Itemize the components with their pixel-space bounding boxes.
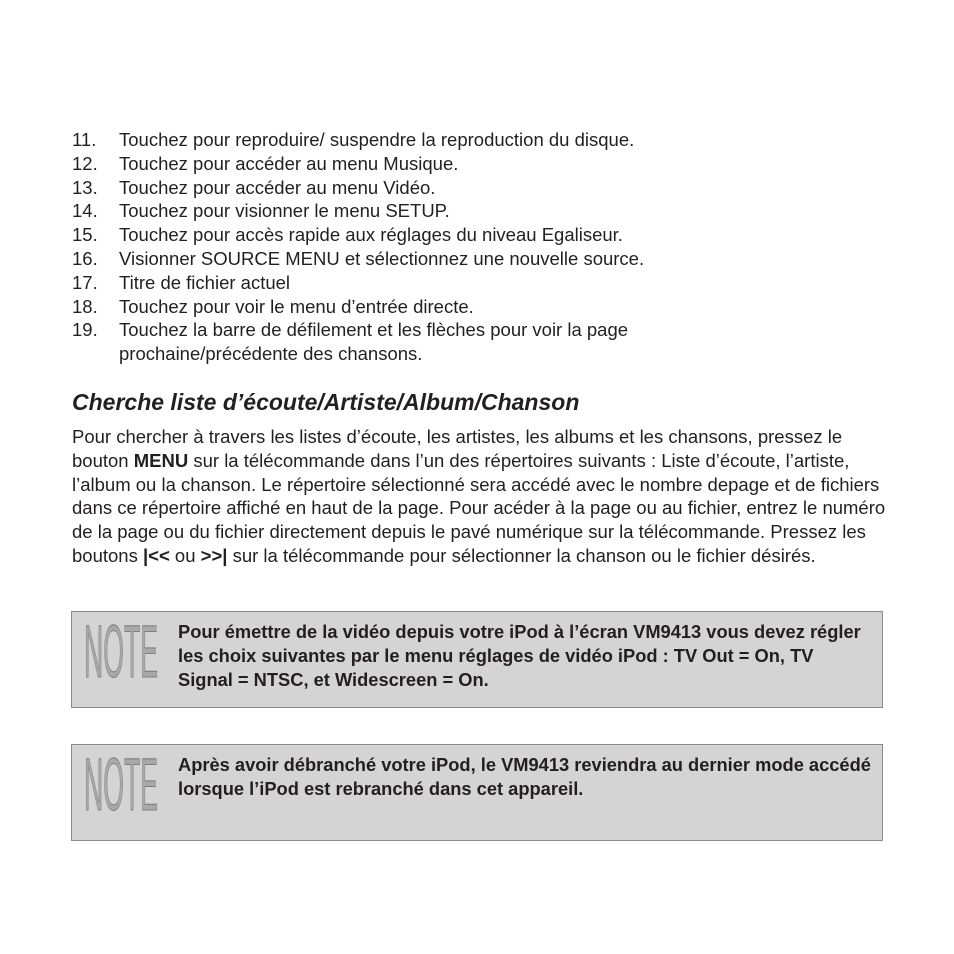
list-item [72,152,892,176]
item-number: 19. [72,319,98,341]
paragraph-text: ou [169,544,201,566]
list-item [72,223,892,247]
paragraph-text: sur la télécommande dans l’un des répertoires suivants : Liste d’écoute, l’artiste, l’album ou la chanson. Le répertoire sélectionné sera accédé avec le nombre depage et de fichiers dans ce répertoire affiché en haut de la page. Pour acéder à la page ou au fichier, entrez le numéro de la page ou du fichier directement depuis le pavé numérique sur la télécommande. Pressez les boutons [72,449,886,566]
item-number: 14. [72,200,98,222]
numbered-list [72,128,892,366]
item-number: 12. [72,152,98,174]
list-item [72,176,892,200]
previous-button-label: |<< [142,544,170,566]
note-logo-icon [84,755,158,831]
list-item [72,247,892,271]
list-item [72,128,892,152]
list-item [72,318,892,366]
note-box [71,611,883,708]
item-text: Touchez pour accéder au menu Musique. [119,152,459,174]
item-text: Touchez pour accès rapide aux réglages du niveau Egaliseur. [119,224,623,246]
note-text: Après avoir débranché votre iPod, le VM9413 reviendra au dernier mode accédé lorsque l’iPod est rebranché dans cet appareil. [178,754,871,799]
note-logo-icon [84,622,158,698]
paragraph-text: Pour chercher à travers les listes d’écoute, les artistes, les albums et les chansons, pressez le bouton [72,426,843,471]
item-text: Touchez pour accéder au menu Vidéo. [119,176,436,198]
item-number: 16. [72,247,98,269]
list-item [72,199,892,223]
list-item [72,271,892,295]
item-text: Touchez pour voir le menu d’entrée directe. [119,295,474,317]
item-number: 17. [72,271,98,293]
list-item [72,295,892,319]
section-paragraph [72,425,892,568]
item-text: Touchez pour visionner le menu SETUP. [119,200,450,222]
paragraph-text: sur la télécommande pour sélectionner la chanson ou le fichier désirés. [227,544,816,566]
item-number: 11. [72,129,97,150]
note-text: Pour émettre de la vidéo depuis votre iPod à l’écran VM9413 vous devez régler les choix suivantes par le menu réglages de vidéo iPod : TV Out = On, TV Signal = NTSC, et Widescreen = On. [178,621,861,690]
svg-text:NOTE: NOTE [84,755,158,826]
note-box [71,744,883,841]
item-number: 13. [72,176,98,198]
item-text: Titre de fichier actuel [119,271,291,293]
item-text: Visionner SOURCE MENU et sélectionnez une nouvelle source. [119,247,645,269]
item-number: 15. [72,224,98,246]
item-text: Touchez la barre de défilement et les flèches pour voir la page prochaine/précédente des chansons. [119,319,629,365]
item-text: Touchez pour reproduire/ suspendre la reproduction du disque. [119,129,635,150]
svg-text:NOTE: NOTE [84,622,158,693]
item-number: 18. [72,295,98,317]
section-heading: Cherche liste d’écoute/Artiste/Album/Chanson [72,389,580,415]
next-button-label: >>| [200,544,228,566]
menu-button-label: MENU [133,449,189,471]
